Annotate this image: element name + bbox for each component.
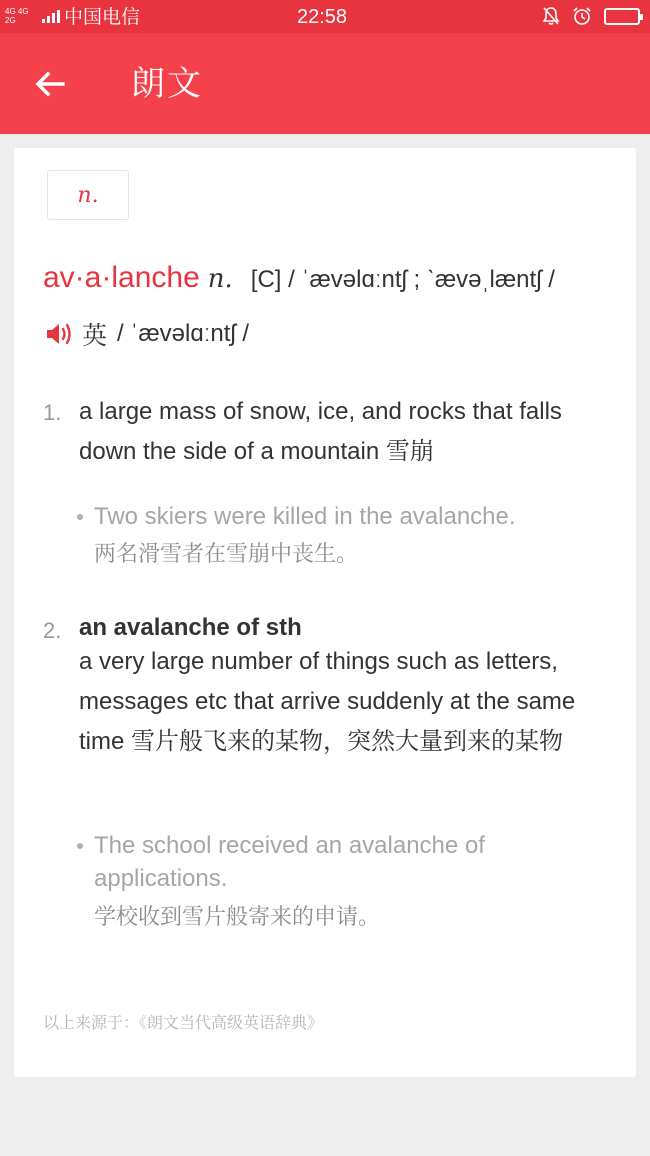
sense-definition: a very large number of things such as letters, messages etc that arrive suddenly at the same time 雪片般飞来的某物，突然大量到来的某物 [79, 648, 576, 755]
example-chinese: 学校收到雪片般寄来的申请。 [94, 905, 381, 930]
pronunciation-line [44, 316, 249, 352]
sense-definition: a large mass of snow, ice, and rocks that falls down the side of a mountain 雪崩 [79, 398, 562, 465]
clock: 22:58 [297, 6, 348, 28]
network-type-indicator: 4G 4G 2G [5, 7, 29, 25]
bullet-icon [77, 843, 83, 849]
battery-icon [604, 8, 640, 25]
grammar-and-pronunciation: [C] / ˈævəlɑːntʃ ; ˋævəˌlæntʃ / [250, 266, 555, 293]
tab-part-of-speech[interactable]: n. [47, 170, 129, 220]
mute-icon [542, 6, 560, 26]
bullet-icon [77, 514, 83, 520]
example-english: The school received an avalanche of applications. [94, 832, 485, 892]
example-chinese: 两名滑雪者在雪崩中丧生。 [94, 542, 359, 567]
status-bar [0, 0, 650, 33]
pronunciation-text: / ˈævəlɑːntʃ / [117, 320, 250, 347]
dictionary-card [14, 148, 636, 1077]
app-bar [0, 33, 650, 134]
page-title: 朗文 [131, 64, 203, 104]
signal-icon [42, 9, 60, 23]
sense-number: 1. [43, 400, 62, 425]
sense-subheading: an avalanche of sth [79, 614, 302, 641]
alarm-icon [572, 6, 592, 26]
pronunciation-label: 英 [82, 321, 108, 350]
sense-number: 2. [43, 618, 62, 643]
headword-line [43, 261, 555, 295]
arrow-left-icon [30, 65, 70, 105]
example-english: Two skiers were killed in the avalanche. [94, 503, 516, 530]
source-attribution: 以上来源于：《朗文当代高级英语辞典》 [43, 1013, 324, 1032]
part-of-speech: n. [207, 264, 233, 294]
status-icons [542, 6, 640, 26]
headword: av·a·lanche [43, 261, 200, 294]
speaker-icon[interactable] [44, 319, 74, 349]
carrier-name: 中国电信 [64, 6, 141, 28]
back-button[interactable] [30, 65, 70, 105]
